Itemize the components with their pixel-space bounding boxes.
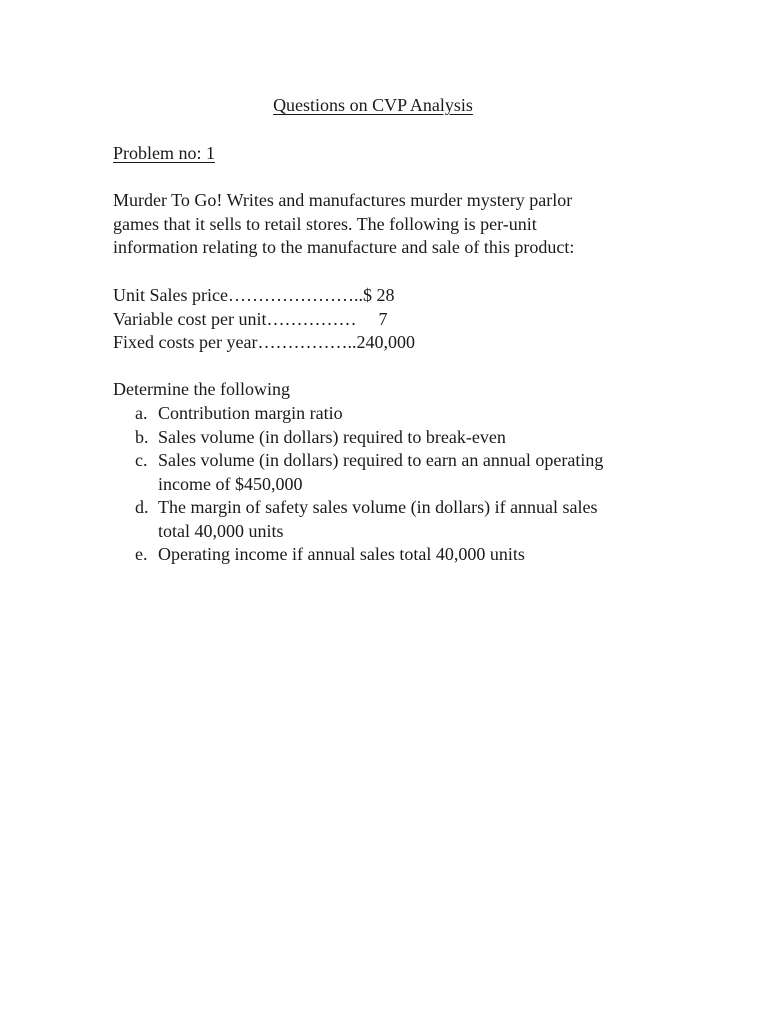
question-text: Sales volume (in dollars) required to break-even <box>158 426 506 447</box>
problem-heading: Problem no: 1 <box>113 143 215 163</box>
problem-intro <box>113 189 673 260</box>
question-text: Contribution margin ratio <box>158 403 343 423</box>
question-text: income of $450,000 <box>158 473 303 494</box>
intro-line: information relating to the manufacture and sale of this product: <box>113 237 575 257</box>
question-marker: b. <box>135 426 149 447</box>
document-title: Questions on CVP Analysis <box>273 95 473 115</box>
question-text: The margin of safety sales volume (in dollars) if annual sales <box>158 497 598 517</box>
question-item <box>113 449 673 496</box>
question-item <box>113 496 673 543</box>
fact-variable-cost-label: Variable cost per unit…………… <box>113 308 357 329</box>
cost-facts <box>113 284 415 355</box>
fact-fixed-costs: Fixed costs per year……………..240,000 <box>113 332 415 352</box>
question-marker: e. <box>135 544 148 564</box>
determine-label: Determine the following <box>113 379 290 399</box>
question-text: total 40,000 units <box>158 520 284 541</box>
question-text: Operating income if annual sales total 40,000 units <box>158 544 525 564</box>
question-item <box>113 426 673 450</box>
fact-variable-cost <box>113 308 415 332</box>
question-item <box>113 543 673 567</box>
question-marker: a. <box>135 403 148 423</box>
fact-unit-sales-price: Unit Sales price…………………..$ 28 <box>113 285 395 305</box>
question-list <box>113 402 673 567</box>
question-text: Sales volume (in dollars) required to earn an annual operating <box>158 450 604 470</box>
intro-line: Murder To Go! Writes and manufactures murder mystery parlor <box>113 190 573 210</box>
question-marker: d. <box>135 497 149 517</box>
intro-line: games that it sells to retail stores. The following is per-unit <box>113 213 537 234</box>
question-item <box>113 402 673 426</box>
fact-variable-cost-value: 7 <box>378 308 388 329</box>
question-marker: c. <box>135 450 148 470</box>
